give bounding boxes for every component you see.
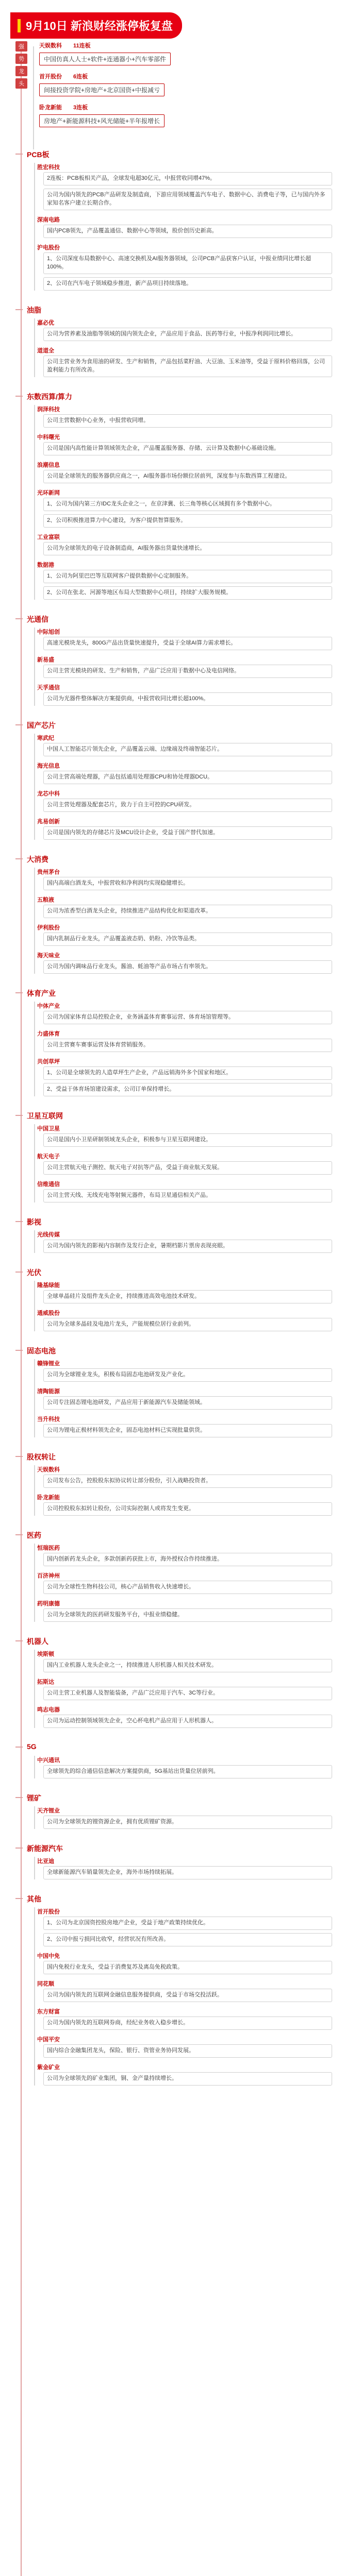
section-title: 国产芯片 [25, 720, 56, 731]
stock-note: 2、受益于体育场馆建设需求，公司订单保持增长。 [43, 1083, 332, 1096]
section-title: 卫星互联网 [25, 1111, 63, 1121]
stock-note: 公司是国内小卫星研制领域龙头企业，积极参与卫星互联网建设。 [43, 1133, 332, 1147]
stock-note: 公司是国内领先的存储芯片及MCU设计企业，受益于国产替代加速。 [43, 826, 332, 840]
stock-note: 国内创新药龙头企业，多款创新药获批上市，海外授权合作持续推进。 [43, 1553, 332, 1566]
stock-name: 比亚迪 [37, 1858, 54, 1865]
stock-name: 同花顺 [37, 1981, 54, 1987]
section-connector [34, 1857, 35, 1879]
stock-name: 浪潮信息 [37, 462, 60, 468]
section-connector [34, 318, 35, 377]
stock-name: 五粮液 [37, 897, 54, 903]
page-title [10, 12, 182, 39]
stock-note: 公司主营工业机器人及智能装备，产品广泛应用于汽车、3C等行业。 [43, 1687, 332, 1700]
tag-char: 头 [15, 78, 27, 89]
stock-note: 2、公司在汽车电子领域稳步推进，新产品项目持续落地。 [43, 277, 332, 291]
stock-note: 国内高端白酒龙头，中报营收和净利润均实现稳健增长。 [43, 877, 332, 890]
stock-name: 鸣志电器 [37, 1707, 60, 1713]
section-connector [34, 1465, 35, 1516]
stock-note: 公司为国家体育总局控股企业，业务涵盖体育赛事运营、体育场馆管理等。 [43, 1011, 332, 1024]
tag-char: 强 [15, 41, 27, 52]
section-connector [34, 405, 35, 600]
stock-note: 公司为全球锂业龙头，积极布局固态电池研发及产业化。 [43, 1368, 332, 1382]
section-connector [34, 1002, 35, 1096]
stock-note: 公司为全球领先的锂资源企业，拥有优质锂矿资源。 [43, 1816, 332, 1829]
stock-note: 1、公司为阿里巴巴等互联网客户提供数据中心定制服务。 [43, 570, 332, 583]
stock-name: 药明康德 [37, 1601, 60, 1607]
stock-name: 隆基绿能 [37, 1282, 60, 1289]
tag-char: 龙 [15, 66, 27, 76]
stock-note: 国内工业机器人龙头企业之一，持续推进人形机器人相关技术研发。 [43, 1659, 332, 1672]
stock-name: 新易盛 [37, 657, 54, 663]
stock-name: 嘉必优 [37, 320, 54, 326]
stock-note: 公司为国内领先的影视内容制作及发行企业，暑期档影片票房表现亮眼。 [43, 1240, 332, 1253]
stock-name: 光环新网 [37, 490, 60, 496]
stock-note: 国内综合金融集团龙头，保险、银行、资管业务协同发展。 [43, 2044, 332, 2058]
stock-note: 1、公司为北京国资控股房地产企业，受益于地产政策持续优化。 [43, 1917, 332, 1930]
section-title: PCB板 [25, 149, 50, 160]
leader-desc: 房地产+新能源科技+风光储能+半年报增长 [39, 114, 165, 127]
stock-name: 中际旭创 [37, 629, 60, 635]
stock-name: 中国平安 [37, 2037, 60, 2043]
stock-name: 胜宏科技 [37, 164, 60, 171]
stock-note: 公司主营处理器及配套芯片，致力于自主可控的CPU研发。 [43, 799, 332, 812]
stock-name: 龙芯中科 [37, 791, 60, 797]
stock-name: 通威股份 [37, 1310, 60, 1316]
section-title: 其他 [25, 1894, 41, 1904]
stock-note: 公司主营天线、无线充电等射频元器件，布局卫星通信相关产品。 [43, 1189, 332, 1202]
top-leaders-block [15, 41, 351, 165]
stock-name: 兆易创新 [37, 819, 60, 825]
stock-note: 全球新能源汽车销量领先企业，海外市场持续拓展。 [43, 1866, 332, 1879]
stock-note: 国内免税行业龙头，受益于消费复苏及离岛免税政策。 [43, 1961, 332, 1974]
stock-name: 天齐锂业 [37, 1808, 60, 1814]
stock-note: 1、公司为国内第三方IDC龙头企业之一，在京津冀、长三角等核心区域拥有多个数据中心。 [43, 498, 332, 511]
section-title: 机器人 [25, 1636, 48, 1647]
stock-name: 首开股份 [37, 1909, 60, 1915]
section-connector [34, 1281, 35, 1331]
stock-note: 公司控股股东拟转让股份，公司实际控制人或将发生变更。 [43, 1502, 332, 1516]
stock-name: 寒武纪 [37, 735, 54, 741]
stock-note: 国内乳制品行业龙头，产品覆盖液态奶、奶粉、冷饮等品类。 [43, 933, 332, 946]
section-connector [34, 1650, 35, 1728]
section-title: 大消费 [25, 854, 48, 865]
leader-desc: 间接投资学院+房地产+北京国资+中报减亏 [39, 83, 165, 96]
stock-name: 天孚通信 [37, 685, 60, 691]
section-connector [34, 1907, 35, 2086]
stock-name: 当升科技 [37, 1416, 60, 1422]
stock-name: 共创草坪 [37, 1059, 60, 1065]
stock-note: 全球单晶硅片及组件龙头企业，持续推进高效电池技术研发。 [43, 1290, 332, 1303]
stock-name: 润泽科技 [37, 406, 60, 413]
stock-name: 东方财富 [37, 2009, 60, 2015]
section-title: 医药 [25, 1530, 41, 1540]
section-title: 5G [25, 1742, 37, 1751]
stock-note: 公司为国内调味品行业龙头，酱油、蚝油等产品市场占有率领先。 [43, 960, 332, 974]
stock-name: 拓斯达 [37, 1679, 54, 1685]
section-title: 体育产业 [25, 988, 56, 998]
leader-name: 天娱数科 [39, 43, 62, 49]
leader-desc: 中国仿真人人士+软件+连通器小+汽车零部件 [39, 53, 171, 65]
stock-name: 紫金矿业 [37, 2064, 60, 2071]
stock-note: 公司为全球领先的矿业集团，铜、金产量持续增长。 [43, 2072, 332, 2086]
stock-note: 全球领先的综合通信信息解决方案提供商，5G基站出货量位居前列。 [43, 1765, 332, 1778]
stock-note: 公司是国内高性能计算领域领先企业，产品覆盖服务器、存储、云计算及数据中心基础设施。 [43, 442, 332, 455]
section-connector [34, 1230, 35, 1253]
stock-name: 中兴通讯 [37, 1757, 60, 1764]
section-title: 固态电池 [25, 1346, 56, 1356]
stock-name: 信维通信 [37, 1181, 60, 1188]
stock-note: 公司为营养素及油脂等领域的国内领先企业，产品应用于食品、医药等行业，中报净利润同比增长。 [43, 328, 332, 341]
sections-container [15, 149, 351, 2576]
stock-note: 1、公司深度布局数据中心、高速交换机及AI服务器领域，公司PCB产品获客户认证，中报业绩同比增长超100%。 [43, 252, 332, 274]
stock-name: 海天味业 [37, 953, 60, 959]
stock-note: 2连板：PCB板相关产品，全球发电超30亿元，中报营收同增47%。 [43, 172, 332, 185]
section-connector [34, 1806, 35, 1829]
stock-name: 中科曙光 [37, 434, 60, 440]
stock-name: 深南电路 [37, 217, 60, 223]
section-title: 光通信 [25, 614, 48, 624]
tag-char: 势 [15, 54, 27, 64]
stock-name: 力盛体育 [37, 1031, 60, 1037]
stock-note: 公司主营赛车赛事运营及体育营销服务。 [43, 1039, 332, 1052]
stock-note: 公司为国内领先的PCB产品研发及制造商，下游应用领域覆盖汽车电子、数据中心、消费电子等，已与国内外多家知名客户建立长期合作。 [43, 189, 332, 210]
section-title: 东数西算/算力 [25, 392, 72, 402]
stock-name: 中国卫星 [37, 1126, 60, 1132]
section-title: 油脂 [25, 305, 41, 315]
stock-note: 高速光模块龙头，800G产品出货量快速提升，受益于全球AI算力需求增长。 [43, 637, 332, 650]
stock-name: 航天电子 [37, 1154, 60, 1160]
leader-streak: 3连板 [73, 105, 88, 111]
leader-streak: 6连板 [73, 74, 88, 80]
section-connector [34, 628, 35, 706]
section-connector [34, 1124, 35, 1202]
stock-name: 赣锋锂业 [37, 1361, 60, 1367]
stock-name: 埃斯顿 [37, 1651, 54, 1657]
stock-note: 公司为光器件整体解决方案提供商，中报营收同比增长超100%。 [43, 692, 332, 706]
section-connector [34, 1544, 35, 1622]
stock-name: 数据港 [37, 562, 54, 568]
stock-note: 2、公司在张北、河源等地区布局大型数据中心项目，持续扩大服务规模。 [43, 586, 332, 600]
section-connector [34, 1756, 35, 1778]
section-title: 影视 [25, 1217, 41, 1227]
stock-note: 公司为全球多晶硅及电池片龙头，产能规模位居行业前列。 [43, 1318, 332, 1331]
stock-note: 公司主营高端处理器，产品包括通用处理器CPU和协处理器DCU。 [43, 771, 332, 784]
section-title: 光伏 [25, 1267, 41, 1278]
stock-name: 贵州茅台 [37, 869, 60, 875]
stock-name: 恒瑞医药 [37, 1545, 60, 1551]
leader-name: 首开股份 [39, 74, 62, 80]
stock-name: 卧龙新能 [37, 1495, 60, 1501]
section-connector [34, 868, 35, 974]
section-title: 锂矿 [25, 1793, 41, 1803]
stock-note: 公司为全球性生物科技公司，核心产品销售收入快速增长。 [43, 1581, 332, 1594]
stock-note: 公司专注固态锂电池研发，产品应用于新能源汽车及储能领域。 [43, 1396, 332, 1410]
stock-name: 海光信息 [37, 763, 60, 769]
stock-note: 公司主营数据中心业务，中报营收同增。 [43, 414, 332, 428]
stock-name: 沪电股份 [37, 245, 60, 251]
stock-note: 公司发布公告，控股股东拟协议转让部分股份，引入战略投资者。 [43, 1475, 332, 1488]
stock-note: 中国人工智能芯片领先企业，产品覆盖云端、边缘端及终端智能芯片。 [43, 743, 332, 756]
stock-name: 伊利股份 [37, 925, 60, 931]
stock-note: 公司为国内领先的互联网金融信息服务提供商，受益于市场交投活跃。 [43, 1989, 332, 2002]
stock-name: 光线传媒 [37, 1232, 60, 1238]
section-title: 股权转让 [25, 1452, 56, 1462]
stock-name: 天娱数科 [37, 1467, 60, 1473]
stock-note: 公司为锂电正极材料领先企业，固态电池材料已实现批量供货。 [43, 1424, 332, 1437]
leader-name: 卧龙新能 [39, 105, 62, 111]
stock-name: 道道全 [37, 348, 54, 354]
stock-name: 百济神州 [37, 1573, 60, 1579]
section-title: 新能源汽车 [25, 1843, 63, 1854]
top-connector [33, 46, 34, 149]
stock-note: 国内PCB领先，产品覆盖通信、数据中心等领域，股价创历史新高。 [43, 225, 332, 238]
leader-streak: 11连板 [73, 43, 91, 49]
page-title-text: 9月10日 新浪财经涨停板复盘 [26, 20, 173, 32]
section-connector [34, 734, 35, 840]
stock-note: 1、公司是全球领先的人造草坪生产企业，产品远销海外多个国家和地区。 [43, 1066, 332, 1080]
stock-name: 工业富联 [37, 534, 60, 540]
stock-note: 公司为全球领先的电子设备制造商，AI服务器出货量快速增长。 [43, 542, 332, 555]
stock-name: 中国中免 [37, 1953, 60, 1959]
stock-note: 公司为浓香型白酒龙头企业，持续推进产品结构优化和渠道改革。 [43, 905, 332, 918]
stock-note: 2、公司中报亏损同比收窄，经营状况有所改善。 [43, 1933, 332, 1946]
stock-note: 公司主营航天电子测控、航天电子对抗等产品，受益于商业航天发展。 [43, 1161, 332, 1175]
section-connector [34, 1359, 35, 1437]
stock-note: 公司主营光模块的研发、生产和销售，产品广泛应用于数据中心及电信网络。 [43, 665, 332, 678]
stock-name: 中体产业 [37, 1003, 60, 1009]
stock-note: 公司为国内领先的互联网券商，经纪业务收入稳步增长。 [43, 2016, 332, 2030]
stock-note: 2、公司积极推进算力中心建设，为客户提供智算服务。 [43, 514, 332, 528]
stock-name: 清陶能源 [37, 1388, 60, 1395]
stock-note: 公司是全球领先的服务器供应商之一，AI服务器市场份额位居前列，深度参与东数西算工程建设。 [43, 470, 332, 483]
stock-note: 公司主营业务为食用油的研发、生产和销售，产品包括菜籽油、大豆油、玉米油等，受益于原料价格回落，公司盈利能力有所改善。 [43, 355, 332, 377]
stock-note: 公司为全球领先的医药研发服务平台，中报业绩稳健。 [43, 1608, 332, 1622]
mindmap-tree [15, 41, 351, 2576]
stock-note: 公司为运动控制领域领先企业，空心杯电机产品应用于人形机器人。 [43, 1715, 332, 1728]
section-connector [34, 163, 35, 291]
